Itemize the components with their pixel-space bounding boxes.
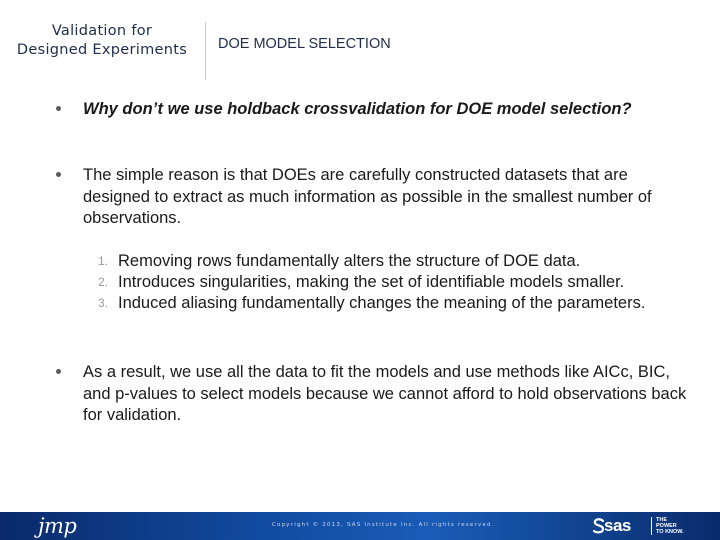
tagline-line2: POWER xyxy=(656,523,677,529)
bullet-dot xyxy=(56,106,61,111)
header-left xyxy=(0,22,204,70)
section-title: DOE MODEL SELECTION xyxy=(218,36,391,52)
sas-logo: sas xyxy=(604,516,631,535)
list-item-text: Removing rows fundamentally alters the structure of DOE data. xyxy=(118,252,581,270)
bullet-text-1: Why don’t we use holdback crossvalidation for DOE model selection? xyxy=(83,100,632,118)
list-item xyxy=(0,252,720,274)
footer-bar xyxy=(0,512,720,540)
bullet-text-2: The simple reason is that DOEs are carefully constructed datasets that are designed to extract as much information as possible in the smallest number of observations. xyxy=(83,166,652,227)
bullet-text-3: As a result, we use all the data to fit the models and use methods like AICc, BIC, and p-values to select models because we cannot afford to hold observations back for validation. xyxy=(83,363,687,424)
header-title-line1: Validation for xyxy=(51,23,153,39)
list-item-number: 2. xyxy=(97,275,108,289)
copyright-notice: Copyright © 2013, SAS Institute Inc. All rights reserved. xyxy=(272,522,495,528)
list-item-number: 3. xyxy=(97,296,108,310)
list-item-text: Induced aliasing fundamentally changes the meaning of the parameters. xyxy=(118,294,646,312)
list-item-number: 1. xyxy=(97,254,108,268)
header-divider xyxy=(205,22,206,80)
tagline xyxy=(656,517,706,535)
list-item xyxy=(0,294,720,316)
list-item-text: Introduces singularities, making the set of identifiable models smaller. xyxy=(118,273,625,291)
bullet-dot xyxy=(56,172,61,177)
header-title-line2: Designed Experiments xyxy=(16,42,188,58)
tagline-line3: TO KNOW. xyxy=(656,529,684,535)
list-item xyxy=(0,273,720,295)
tagline-line1: THE xyxy=(656,517,667,523)
sas-divider xyxy=(651,517,652,535)
bullet-dot xyxy=(56,369,61,374)
jmp-logo: jmp xyxy=(38,514,77,538)
